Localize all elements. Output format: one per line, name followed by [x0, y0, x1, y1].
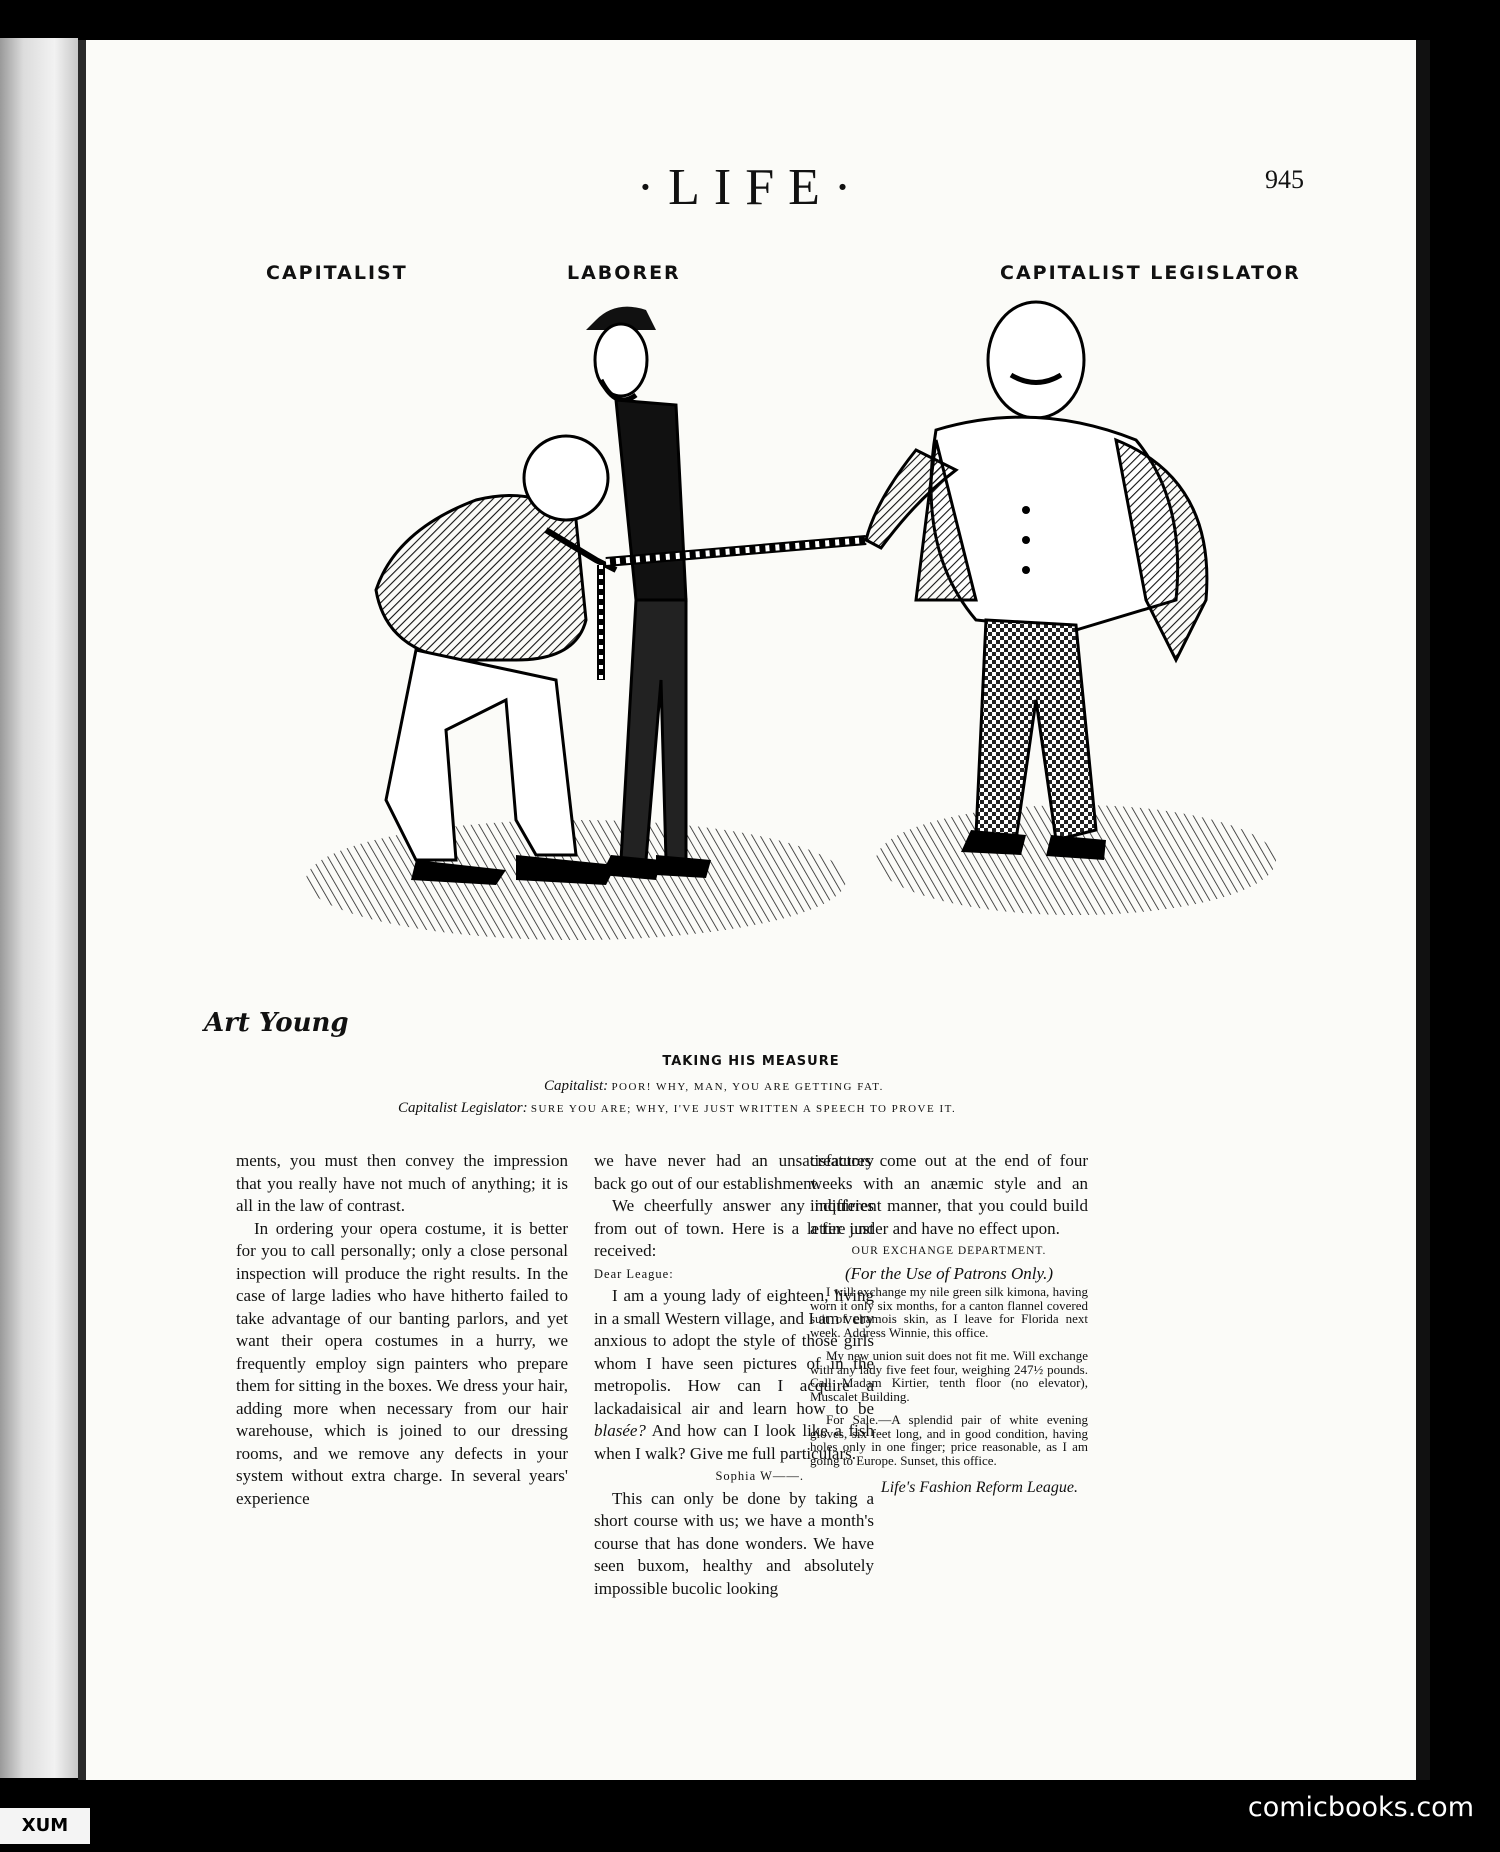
- letter-signature: Sophia W——.: [715, 1469, 804, 1483]
- article-column-3: [810, 1150, 1088, 1500]
- classified-ad: For Sale.—A splendid pair of white evening gloves, six feet long, and in good condition, having holes only in one finger; price reasonable, as I am going to Europe. Sunset, this office.: [810, 1412, 1088, 1468]
- left-page-edge: [0, 38, 78, 1778]
- corner-tag: XUM: [0, 1808, 90, 1844]
- caption-line-capitalist: [544, 1078, 884, 1095]
- paragraph: ments, you must then convey the impression that you really have not much of anything; it is all in the law of contrast.: [236, 1151, 568, 1215]
- exchange-subheading: (For the Use of Patrons Only.): [844, 1263, 1054, 1283]
- watermark: comicbooks.com: [1247, 1792, 1474, 1823]
- cartoon-illustration: [216, 300, 1416, 1060]
- caption-quote-capitalist: POOR! WHY, MAN, YOU ARE GETTING FAT.: [611, 1081, 884, 1093]
- figure-capitalist-legislator: [866, 302, 1207, 860]
- paragraph: In ordering your opera costume, it is better for you to call personally; only a close personal inspection will produce the right results. In the case of large ladies who have hitherto failed to take advantage of our banting parlors, and yet want their opera costumes in a hurry, we frequently employ sign painters who prepare them for sitting in the boxes. We dress your hair, adding more when necessary from our hair warehouse, which is joined to our dressing rooms, and we remove any defects in your system without extra charge. In several years' experience: [236, 1218, 568, 1508]
- figure-capitalist: [376, 436, 616, 885]
- league-signature: Life's Fashion Reform League.: [880, 1479, 1078, 1496]
- article-column-1: [236, 1150, 568, 1510]
- exchange-heading: OUR EXCHANGE DEPARTMENT.: [851, 1245, 1047, 1257]
- letter-text: I am a young lady of eighteen, living in a small Western village, and I am very anxious to adopt the style of those girls whom I have seen pictures of in the metropolis. How can I acquire a lackadaisical air and learn how to be: [594, 1286, 874, 1418]
- masthead: ·LIFE·: [636, 159, 866, 216]
- paragraph: creatures come out at the end of four weeks with an anæmic style and an indifferent manner, that you could build a fire under and have no effect upon.: [810, 1151, 1088, 1238]
- page-number: 945: [1265, 165, 1304, 194]
- caption-title: TAKING HIS MEASURE: [662, 1054, 840, 1069]
- cartoon-label-capitalist: CAPITALIST: [266, 262, 408, 284]
- book-spine: [78, 40, 86, 1780]
- letter-italic-word: blasée?: [594, 1421, 646, 1440]
- cartoon-label-laborer: LABORER: [567, 262, 681, 284]
- caption-quote-legislator: SURE YOU ARE; WHY, I'VE JUST WRITTEN A SPEECH TO PROVE IT.: [530, 1103, 957, 1115]
- right-page-edge: [1416, 40, 1430, 1780]
- paragraph: We cheerfully answer any inquiries from out of town. Here is a letter just received:: [594, 1196, 874, 1260]
- paragraph: This can only be done by taking a short course with us; we have a month's course that has done wonders. We have seen buxom, healthy and absolutely impossible bucolic looking: [594, 1488, 874, 1598]
- classified-ad: I will exchange my nile green silk kimona, having worn it only six months, for a canton flannel covered suit of chamois skin, as I leave for Florida next week. Address Winnie, this office.: [810, 1284, 1088, 1340]
- cartoon-label-legislator: CAPITALIST LEGISLATOR: [1000, 262, 1301, 284]
- letter-salutation: Dear League:: [594, 1266, 674, 1281]
- caption-speaker-capitalist: Capitalist:: [544, 1078, 609, 1094]
- letter-text-end: And how can I look like a fish when I walk? Give me full particulars.: [594, 1421, 874, 1463]
- magazine-page: [86, 40, 1416, 1780]
- caption-speaker-legislator: Capitalist Legislator:: [398, 1100, 528, 1116]
- artist-signature: Art Young: [204, 1008, 349, 1038]
- classified-ad: My new union suit does not fit me. Will exchange with any lady five feet four, weighing 247½ pounds. Call Madam Kirtier, tenth floor (no elevator), Muscalet Building.: [810, 1348, 1088, 1404]
- caption-line-legislator: [398, 1100, 956, 1117]
- paragraph: we have never had an unsatisfactory back go out of our establishment.: [594, 1151, 874, 1193]
